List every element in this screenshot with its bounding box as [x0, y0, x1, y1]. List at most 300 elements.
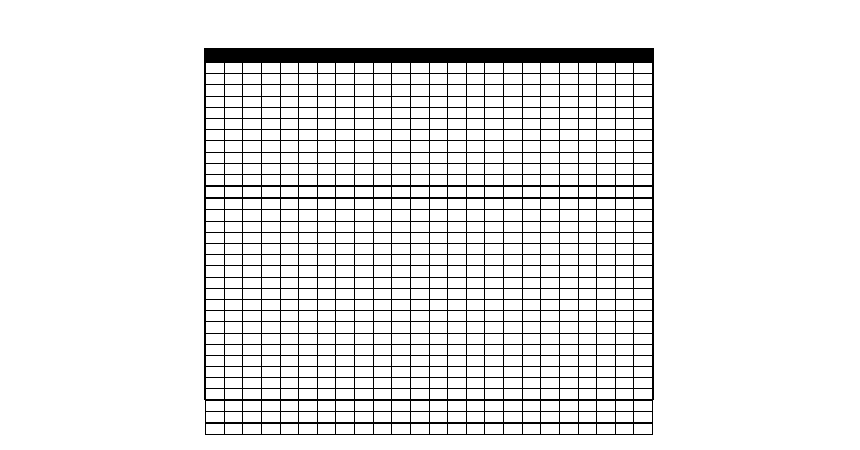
table-cell — [448, 63, 467, 74]
table-cell — [410, 277, 429, 288]
table-cell — [559, 288, 578, 299]
column-header — [504, 50, 523, 63]
table-cell — [541, 96, 560, 107]
table-cell — [429, 186, 448, 198]
table-cell — [280, 163, 299, 174]
table-cell — [206, 244, 225, 255]
table-cell — [261, 232, 280, 243]
table-cell — [466, 85, 485, 96]
table-cell — [578, 152, 597, 163]
table-cell — [504, 322, 523, 333]
table-cell — [373, 277, 392, 288]
table-cell — [522, 355, 541, 366]
table-cell — [485, 333, 504, 344]
table-cell — [336, 74, 355, 85]
table-cell — [541, 423, 560, 435]
table-cell — [541, 221, 560, 232]
table-cell — [466, 232, 485, 243]
table-cell — [224, 400, 243, 411]
table-row — [206, 130, 653, 141]
table-cell — [243, 186, 262, 198]
table-cell — [206, 152, 225, 163]
table-cell — [336, 85, 355, 96]
table-cell — [485, 85, 504, 96]
table-cell — [522, 210, 541, 221]
table-cell — [429, 255, 448, 266]
table-row — [206, 244, 653, 255]
table-cell — [615, 288, 634, 299]
table-cell — [466, 74, 485, 85]
table-cell — [485, 141, 504, 152]
table-cell — [615, 63, 634, 74]
table-cell — [615, 311, 634, 322]
table-cell — [299, 232, 318, 243]
table-cell — [299, 198, 318, 210]
table-cell — [597, 322, 616, 333]
table-cell — [522, 85, 541, 96]
table-cell — [317, 277, 336, 288]
table-row — [206, 367, 653, 378]
table-cell — [541, 299, 560, 310]
table-cell — [504, 74, 523, 85]
table-cell — [429, 400, 448, 411]
table-cell — [224, 333, 243, 344]
table-cell — [429, 221, 448, 232]
table-cell — [373, 63, 392, 74]
table-cell — [261, 344, 280, 355]
table-row — [206, 333, 653, 344]
table-cell — [597, 174, 616, 186]
table-cell — [355, 378, 374, 389]
table-cell — [597, 85, 616, 96]
table-cell — [615, 107, 634, 118]
table-cell — [429, 74, 448, 85]
table-cell — [336, 141, 355, 152]
table-cell — [261, 141, 280, 152]
table-cell — [578, 355, 597, 366]
table-cell — [466, 277, 485, 288]
table-cell — [522, 288, 541, 299]
table-cell — [336, 186, 355, 198]
table-cell — [261, 221, 280, 232]
table-cell — [243, 288, 262, 299]
table-cell — [299, 322, 318, 333]
table-cell — [504, 221, 523, 232]
table-cell — [485, 288, 504, 299]
table-cell — [615, 74, 634, 85]
table-cell — [317, 311, 336, 322]
table-cell — [224, 141, 243, 152]
table-cell — [410, 107, 429, 118]
table-cell — [448, 130, 467, 141]
data-table-sheet — [204, 48, 654, 400]
table-cell — [485, 221, 504, 232]
table-cell — [578, 266, 597, 277]
table-cell — [224, 96, 243, 107]
table-cell — [597, 355, 616, 366]
table-cell — [336, 355, 355, 366]
table-cell — [541, 163, 560, 174]
table-cell — [299, 367, 318, 378]
table-row — [206, 255, 653, 266]
table-cell — [392, 107, 411, 118]
table-cell — [373, 299, 392, 310]
table-cell — [466, 411, 485, 423]
table-row — [206, 299, 653, 310]
table-cell — [261, 118, 280, 129]
table-cell — [410, 344, 429, 355]
table-row — [206, 221, 653, 232]
table-cell — [299, 400, 318, 411]
table-cell — [559, 210, 578, 221]
table-cell — [541, 333, 560, 344]
column-header — [410, 50, 429, 63]
table-cell — [485, 322, 504, 333]
table-cell — [634, 367, 653, 378]
table-cell — [429, 277, 448, 288]
table-cell — [299, 152, 318, 163]
table-row — [206, 107, 653, 118]
table-cell — [224, 198, 243, 210]
table-cell — [206, 423, 225, 435]
table-cell — [299, 63, 318, 74]
table-cell — [504, 367, 523, 378]
column-header — [615, 50, 634, 63]
table-cell — [410, 210, 429, 221]
table-cell — [466, 244, 485, 255]
table-cell — [336, 174, 355, 186]
table-cell — [299, 85, 318, 96]
table-cell — [206, 411, 225, 423]
table-cell — [522, 400, 541, 411]
table-cell — [597, 163, 616, 174]
table-row — [206, 174, 653, 186]
table-cell — [261, 74, 280, 85]
table-cell — [559, 389, 578, 400]
table-row — [206, 96, 653, 107]
table-cell — [541, 174, 560, 186]
table-cell — [355, 174, 374, 186]
table-cell — [410, 198, 429, 210]
table-cell — [504, 96, 523, 107]
table-cell — [336, 367, 355, 378]
table-cell — [392, 255, 411, 266]
table-cell — [634, 152, 653, 163]
table-cell — [243, 118, 262, 129]
table-cell — [206, 367, 225, 378]
table-cell — [299, 333, 318, 344]
table-cell — [448, 277, 467, 288]
table-cell — [615, 299, 634, 310]
table-cell — [615, 174, 634, 186]
table-cell — [615, 163, 634, 174]
table-cell — [504, 163, 523, 174]
table-cell — [597, 311, 616, 322]
table-cell — [373, 400, 392, 411]
table-cell — [429, 118, 448, 129]
table-cell — [559, 423, 578, 435]
table-cell — [559, 221, 578, 232]
table-cell — [578, 333, 597, 344]
table-cell — [448, 389, 467, 400]
table-cell — [336, 423, 355, 435]
table-cell — [243, 277, 262, 288]
table-cell — [634, 333, 653, 344]
table-cell — [317, 288, 336, 299]
table-cell — [243, 266, 262, 277]
table-cell — [206, 63, 225, 74]
table-cell — [522, 378, 541, 389]
table-cell — [317, 130, 336, 141]
table-cell — [224, 266, 243, 277]
table-cell — [299, 141, 318, 152]
table-cell — [485, 74, 504, 85]
table-cell — [541, 85, 560, 96]
table-cell — [317, 411, 336, 423]
table-cell — [448, 400, 467, 411]
table-cell — [578, 389, 597, 400]
table-cell — [299, 266, 318, 277]
table-row — [206, 400, 653, 411]
table-cell — [485, 186, 504, 198]
table-cell — [597, 63, 616, 74]
table-cell — [448, 344, 467, 355]
column-header — [224, 50, 243, 63]
table-cell — [597, 244, 616, 255]
table-cell — [261, 186, 280, 198]
table-cell — [261, 378, 280, 389]
table-cell — [429, 333, 448, 344]
table-cell — [224, 186, 243, 198]
table-cell — [317, 232, 336, 243]
table-cell — [466, 198, 485, 210]
table-cell — [466, 186, 485, 198]
table-cell — [504, 288, 523, 299]
table-cell — [410, 130, 429, 141]
table-cell — [578, 141, 597, 152]
table-cell — [559, 107, 578, 118]
table-cell — [224, 63, 243, 74]
table-cell — [485, 400, 504, 411]
table-cell — [578, 299, 597, 310]
table-cell — [429, 152, 448, 163]
table-cell — [243, 355, 262, 366]
table-cell — [280, 244, 299, 255]
table-row — [206, 198, 653, 210]
table-cell — [466, 299, 485, 310]
table-cell — [448, 367, 467, 378]
table-cell — [206, 232, 225, 243]
table-cell — [243, 85, 262, 96]
table-cell — [280, 118, 299, 129]
table-cell — [485, 423, 504, 435]
table-row — [206, 266, 653, 277]
table-cell — [224, 232, 243, 243]
table-cell — [224, 118, 243, 129]
table-cell — [261, 266, 280, 277]
table-cell — [597, 141, 616, 152]
column-header — [280, 50, 299, 63]
table-cell — [559, 333, 578, 344]
table-cell — [243, 198, 262, 210]
table-cell — [597, 411, 616, 423]
table-cell — [243, 389, 262, 400]
table-cell — [615, 210, 634, 221]
table-cell — [615, 344, 634, 355]
table-cell — [261, 333, 280, 344]
table-cell — [224, 322, 243, 333]
table-cell — [243, 400, 262, 411]
table-cell — [373, 221, 392, 232]
table-cell — [485, 118, 504, 129]
column-header — [559, 50, 578, 63]
table-cell — [261, 210, 280, 221]
table-cell — [597, 118, 616, 129]
table-cell — [336, 96, 355, 107]
table-cell — [597, 378, 616, 389]
table-cell — [448, 210, 467, 221]
table-cell — [355, 244, 374, 255]
table-cell — [522, 244, 541, 255]
table-cell — [336, 277, 355, 288]
table-cell — [448, 423, 467, 435]
table-cell — [317, 96, 336, 107]
table-cell — [261, 63, 280, 74]
table-cell — [485, 152, 504, 163]
table-cell — [634, 255, 653, 266]
table-cell — [299, 244, 318, 255]
table-cell — [504, 277, 523, 288]
table-cell — [504, 198, 523, 210]
table-cell — [317, 322, 336, 333]
table-cell — [206, 85, 225, 96]
table-cell — [392, 141, 411, 152]
table-cell — [224, 255, 243, 266]
table-cell — [224, 367, 243, 378]
table-cell — [336, 322, 355, 333]
table-cell — [355, 322, 374, 333]
table-cell — [634, 232, 653, 243]
table-cell — [261, 389, 280, 400]
table-cell — [317, 152, 336, 163]
table-cell — [355, 344, 374, 355]
table-cell — [634, 322, 653, 333]
table-cell — [466, 378, 485, 389]
column-header — [578, 50, 597, 63]
table-cell — [336, 130, 355, 141]
table-cell — [485, 277, 504, 288]
table-cell — [504, 333, 523, 344]
table-cell — [317, 378, 336, 389]
table-cell — [559, 244, 578, 255]
table-cell — [355, 255, 374, 266]
table-cell — [448, 85, 467, 96]
table-cell — [280, 411, 299, 423]
table-cell — [224, 74, 243, 85]
table-cell — [317, 400, 336, 411]
table-cell — [559, 411, 578, 423]
column-header — [466, 50, 485, 63]
table-cell — [206, 141, 225, 152]
table-cell — [448, 255, 467, 266]
table-cell — [615, 152, 634, 163]
table-cell — [410, 333, 429, 344]
table-cell — [261, 152, 280, 163]
table-cell — [466, 288, 485, 299]
table-cell — [317, 344, 336, 355]
table-cell — [317, 163, 336, 174]
table-cell — [578, 378, 597, 389]
table-cell — [559, 367, 578, 378]
table-cell — [373, 186, 392, 198]
table-cell — [541, 355, 560, 366]
table-cell — [261, 107, 280, 118]
table-cell — [448, 74, 467, 85]
table-cell — [504, 186, 523, 198]
table-cell — [429, 141, 448, 152]
table-cell — [336, 152, 355, 163]
column-header — [243, 50, 262, 63]
table-cell — [522, 411, 541, 423]
table-cell — [504, 389, 523, 400]
table-cell — [410, 174, 429, 186]
table-row — [206, 232, 653, 243]
table-cell — [206, 74, 225, 85]
table-cell — [261, 277, 280, 288]
table-cell — [336, 63, 355, 74]
table-cell — [373, 118, 392, 129]
table-cell — [410, 63, 429, 74]
table-cell — [373, 232, 392, 243]
table-cell — [355, 96, 374, 107]
table-cell — [243, 244, 262, 255]
table-cell — [317, 198, 336, 210]
table-cell — [578, 198, 597, 210]
table-cell — [243, 96, 262, 107]
table-cell — [261, 322, 280, 333]
table-cell — [206, 355, 225, 366]
table-cell — [615, 255, 634, 266]
table-cell — [261, 130, 280, 141]
table-cell — [448, 266, 467, 277]
table-cell — [224, 378, 243, 389]
table-cell — [429, 244, 448, 255]
table-cell — [634, 118, 653, 129]
table-cell — [504, 63, 523, 74]
table-row — [206, 277, 653, 288]
column-header — [522, 50, 541, 63]
table-cell — [261, 288, 280, 299]
table-cell — [541, 210, 560, 221]
table-cell — [615, 186, 634, 198]
table-cell — [615, 221, 634, 232]
table-cell — [634, 244, 653, 255]
table-cell — [448, 322, 467, 333]
table-cell — [299, 96, 318, 107]
table-cell — [224, 311, 243, 322]
table-cell — [578, 85, 597, 96]
table-cell — [224, 288, 243, 299]
table-cell — [410, 96, 429, 107]
table-cell — [522, 174, 541, 186]
table-cell — [429, 174, 448, 186]
column-header — [373, 50, 392, 63]
table-row — [206, 74, 653, 85]
table-cell — [485, 130, 504, 141]
table-cell — [597, 333, 616, 344]
table-cell — [485, 367, 504, 378]
table-cell — [522, 423, 541, 435]
